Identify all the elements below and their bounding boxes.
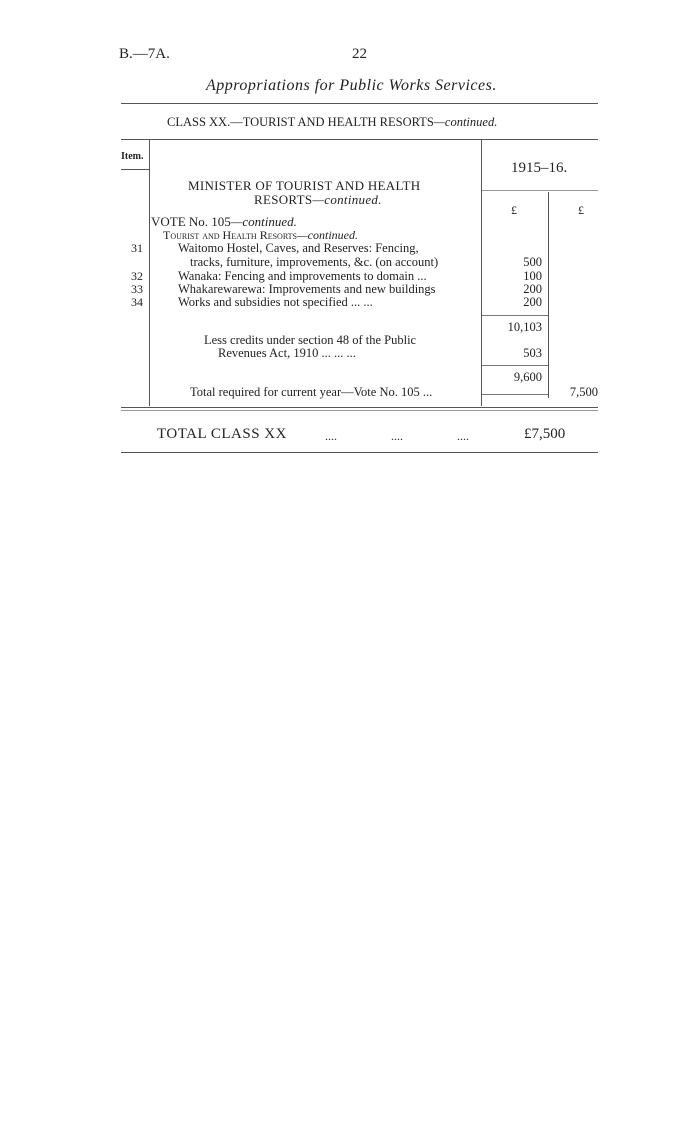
- total-required-amount: 7,500: [569, 385, 598, 399]
- minister-heading-line1: MINISTER OF TOURIST AND HEALTH: [188, 178, 421, 193]
- amount-column-divider: [481, 140, 482, 406]
- item-34-amount: 200: [523, 295, 542, 309]
- page-number: 22: [352, 46, 367, 62]
- year-header-rule: [482, 190, 598, 191]
- minister-heading-suffix: —continued.: [312, 192, 382, 207]
- total-required-label: Total required for current year—Vote No. 105 ...: [190, 385, 433, 399]
- minister-heading-text: RESORTS: [254, 192, 313, 207]
- rule-double: [121, 410, 598, 411]
- net-rule: [482, 365, 548, 366]
- class-heading-text: CLASS XX.—TOURIST AND HEALTH RESORTS: [167, 115, 434, 129]
- minister-heading-line2: [254, 192, 382, 208]
- item-number-31: 31: [131, 241, 143, 255]
- item-31-line2: tracks, furniture, improvements, &c. (on account): [190, 255, 439, 269]
- vote-suffix: —continued.: [230, 214, 297, 229]
- total-class-dots: .... .... ....: [325, 429, 469, 443]
- rule-table-top: [121, 139, 598, 140]
- item-column-header: Item.: [121, 151, 144, 162]
- class-heading-suffix: —continued.: [433, 115, 498, 129]
- class-heading: [167, 115, 497, 130]
- currency-label-2: £: [578, 203, 584, 217]
- item-number-32: 32: [131, 269, 143, 283]
- year-column-header: 1915–16.: [511, 160, 568, 176]
- item-33-line1: Whakarewarewa: Improvements and new buildings: [178, 282, 436, 296]
- total-class-label: TOTAL CLASS XX: [157, 426, 287, 442]
- subtotal-amount: 10,103: [507, 320, 542, 334]
- less-credits-line2: Revenues Act, 1910 ... ... ...: [218, 346, 356, 360]
- item-header-rule: [121, 169, 149, 170]
- less-credits-amount: 503: [523, 346, 542, 360]
- page-title: Appropriations for Public Works Services.: [206, 77, 497, 94]
- vote-label: VOTE No. 105: [151, 214, 231, 229]
- total-class-amount: £7,500: [524, 426, 566, 442]
- rule-bottom: [121, 452, 598, 453]
- item-33-amount: 200: [523, 282, 542, 296]
- subtotal-rule: [482, 315, 548, 316]
- net-amount: 9,600: [513, 370, 542, 384]
- item-31-line1: Waitomo Hostel, Caves, and Reserves: Fencing,: [178, 241, 419, 255]
- subhead-text: Tourist and Health Resorts: [163, 228, 298, 242]
- rule-table-bottom: [121, 407, 598, 408]
- item-32-amount: 100: [523, 269, 542, 283]
- rule-top: [121, 103, 598, 104]
- total-required-rule: [482, 394, 548, 395]
- item-32-line1: Wanaka: Fencing and improvements to domain ...: [178, 269, 427, 283]
- document-reference: B.—7A.: [119, 46, 170, 62]
- currency-label-1: £: [511, 203, 517, 217]
- subhead-suffix: —continued.: [297, 228, 359, 242]
- item-31-amount: 500: [523, 255, 542, 269]
- item-34-line1: Works and subsidies not specified ... ...: [178, 295, 373, 309]
- item-number-33: 33: [131, 282, 143, 296]
- less-credits-line1: Less credits under section 48 of the Public: [204, 333, 417, 347]
- item-number-34: 34: [131, 295, 143, 309]
- inner-amount-divider: [548, 192, 549, 398]
- item-column-divider: [149, 140, 150, 406]
